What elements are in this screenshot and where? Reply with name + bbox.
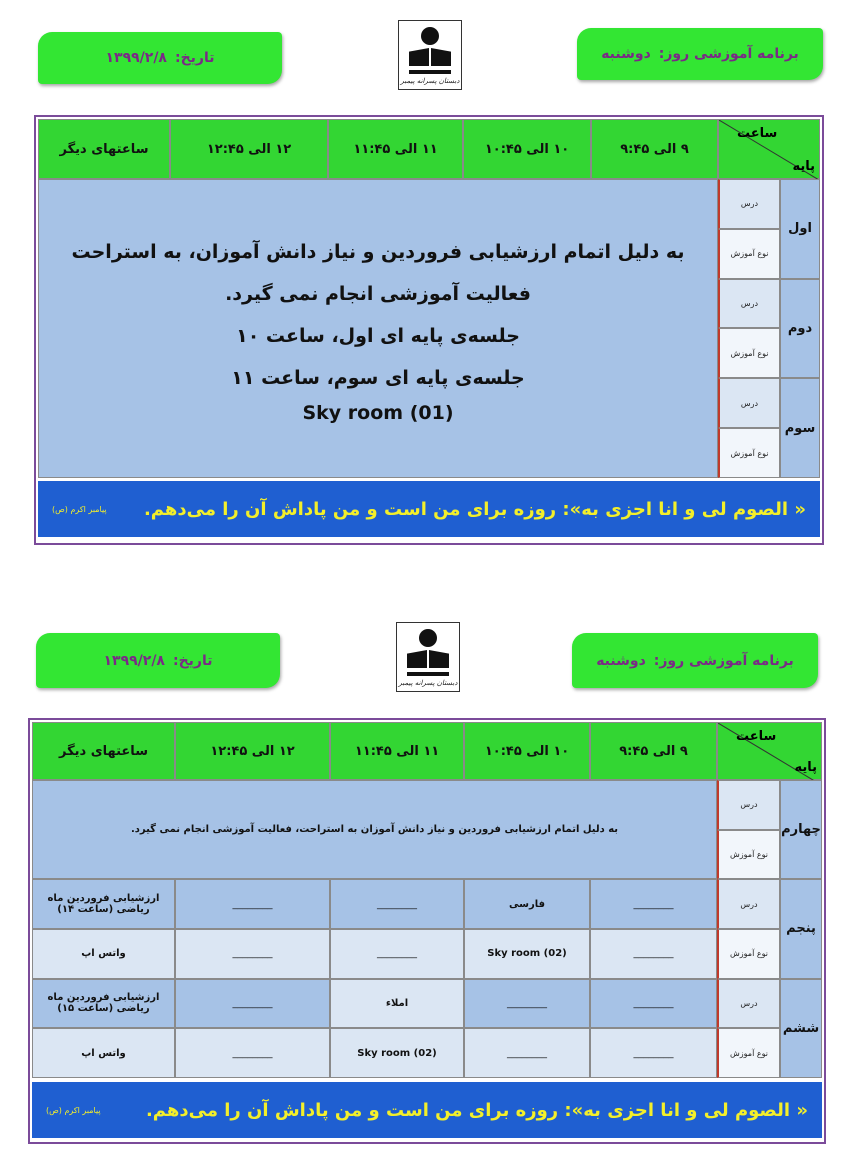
time-slot-11: ۱۱ الی ۱۱:۴۵ xyxy=(330,722,464,780)
time-slot-12: ۱۲ الی ۱۲:۴۵ xyxy=(170,119,328,179)
notice-line-2: فعالیت آموزشی انجام نمی گیرد. xyxy=(225,282,531,305)
program-label: برنامه آموزشی روز: xyxy=(653,652,794,669)
logo-caption: دبستان پسرانه پیمبر xyxy=(400,77,460,85)
hadith-quote: « الصوم لی و انا اجزی به»: روزه برای من است و من پاداش آن را می‌دهم. xyxy=(143,498,806,520)
logo-caption: دبستان پسرانه پیمبر xyxy=(398,679,458,687)
hadith-attribution: پیامبر اکرم (ص) xyxy=(52,504,107,514)
program-day-pill xyxy=(577,28,823,80)
grade-fourth: چهارم xyxy=(780,780,822,879)
grade-columns xyxy=(718,179,820,478)
grade5-12-lesson: ________ xyxy=(175,879,330,929)
hadith-footer xyxy=(32,1082,822,1138)
time-slot-12: ۱۲ الی ۱۲:۴۵ xyxy=(175,722,330,780)
program-label: برنامه آموزشی روز: xyxy=(658,46,799,62)
grade5-10-lesson: فارسی xyxy=(464,879,590,929)
grade6-other-type: واتس اپ xyxy=(32,1028,175,1078)
grade-second: دوم xyxy=(780,279,820,379)
day-value: دوشنبه xyxy=(596,652,646,669)
hadith-attribution: پیامبر اکرم (ص) xyxy=(46,1105,101,1115)
logo-book-icon xyxy=(407,650,449,676)
lesson-label: درس xyxy=(717,979,780,1029)
grade5-other-type: واتس اپ xyxy=(32,929,175,979)
corner-header xyxy=(718,119,820,179)
time-slot-9: ۹ الی ۹:۴۵ xyxy=(591,119,718,179)
notice-line-5: Sky room (01) xyxy=(302,401,454,424)
date-label: تاریخ: xyxy=(174,50,215,66)
corner-time-label: ساعت xyxy=(737,126,778,141)
time-slot-other: ساعتهای دیگر xyxy=(32,722,175,780)
grade5-10-type: Sky room (02) xyxy=(464,929,590,979)
grade5-other-lesson: ارزشیابی فروردین ماه ریاضی (ساعت ۱۴) xyxy=(32,879,175,929)
grade6-9-lesson: ________ xyxy=(590,979,717,1029)
grade-fifth: پنجم xyxy=(780,879,822,978)
lesson-label: درس xyxy=(718,279,780,329)
time-slot-11: ۱۱ الی ۱۱:۴۵ xyxy=(328,119,463,179)
hadith-quote: « الصوم لی و انا اجزی به»: روزه برای من است و من پاداش آن را می‌دهم. xyxy=(145,1099,808,1121)
type-label: نوع آموزش xyxy=(717,830,780,880)
time-slot-10: ۱۰ الی ۱۰:۴۵ xyxy=(464,722,590,780)
grade4-notice: به دلیل اتمام ارزشیابی فروردین و نیاز دانش آموزان به استراحت، فعالیت آموزشی انجام نمی گیرد. xyxy=(32,780,717,879)
date-value: ۱۳۹۹/۲/۸ xyxy=(103,652,165,669)
date-label: تاریخ: xyxy=(172,652,213,669)
type-label: نوع آموزش xyxy=(718,229,780,279)
notice-line-3: جلسه‌ی پایه ای اول، ساعت ۱۰ xyxy=(236,324,520,347)
grade6-9-type: ________ xyxy=(590,1028,717,1078)
corner-grade-label: پایه xyxy=(794,760,817,775)
time-slot-9: ۹ الی ۹:۴۵ xyxy=(590,722,717,780)
school-logo xyxy=(396,622,460,692)
time-header-row xyxy=(32,722,822,780)
lesson-label: درس xyxy=(717,879,780,929)
type-label: نوع آموزش xyxy=(717,1028,780,1078)
grade6-11-lesson: املاء xyxy=(330,979,464,1029)
schedule-body xyxy=(32,780,822,1078)
corner-grade-label: پایه xyxy=(792,159,815,174)
lesson-label: درس xyxy=(718,179,780,229)
lesson-label: درس xyxy=(717,780,780,830)
date-value: ۱۳۹۹/۲/۸ xyxy=(105,50,167,66)
program-day-pill xyxy=(572,633,818,688)
logo-person-icon xyxy=(421,27,439,45)
grade6-11-type: Sky room (02) xyxy=(330,1028,464,1078)
grade5-12-type: ________ xyxy=(175,929,330,979)
logo-person-icon xyxy=(419,629,437,647)
grade5-9-type: ________ xyxy=(590,929,717,979)
time-slot-other: ساعتهای دیگر xyxy=(38,119,170,179)
grade-first: اول xyxy=(780,179,820,279)
grade6-10-lesson: ________ xyxy=(464,979,590,1029)
grade-third: سوم xyxy=(780,378,820,478)
corner-time-label: ساعت xyxy=(736,729,777,744)
logo-book-icon xyxy=(409,48,451,74)
date-pill xyxy=(36,633,280,688)
notice-line-1: به دلیل اتمام ارزشیابی فروردین و نیاز دانش آموزان، به استراحت xyxy=(71,240,685,263)
grade6-12-type: ________ xyxy=(175,1028,330,1078)
lesson-label: درس xyxy=(718,378,780,428)
day-value: دوشنبه xyxy=(601,46,651,62)
hadith-footer xyxy=(38,481,820,537)
grade5-11-type: ________ xyxy=(330,929,464,979)
holiday-notice xyxy=(38,179,718,478)
grade5-11-lesson: ________ xyxy=(330,879,464,929)
type-label: نوع آموزش xyxy=(717,929,780,979)
grade6-10-type: ________ xyxy=(464,1028,590,1078)
date-pill xyxy=(38,32,282,84)
school-logo xyxy=(398,20,462,90)
grade-sixth: ششم xyxy=(780,979,822,1078)
time-header-row xyxy=(38,119,820,179)
grade5-9-lesson: ________ xyxy=(590,879,717,929)
type-label: نوع آموزش xyxy=(718,328,780,378)
grade6-other-lesson: ارزشیابی فروردین ماه ریاضی (ساعت ۱۵) xyxy=(32,979,175,1029)
time-slot-10: ۱۰ الی ۱۰:۴۵ xyxy=(463,119,591,179)
notice-line-4: جلسه‌ی پایه ای سوم، ساعت ۱۱ xyxy=(231,366,525,389)
corner-header xyxy=(717,722,822,780)
type-label: نوع آموزش xyxy=(718,428,780,478)
grade6-12-lesson: ________ xyxy=(175,979,330,1029)
